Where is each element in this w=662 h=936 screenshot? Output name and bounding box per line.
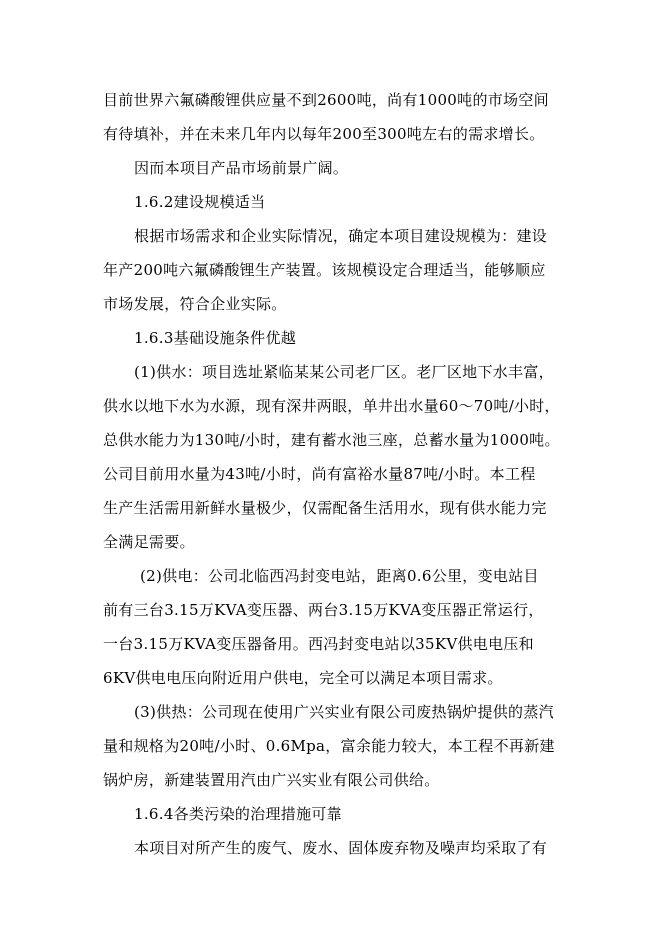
text-line: 公司目前用水量为43吨/小时，尚有富裕水量87吨/小时。本工程 [103,465,536,483]
text-line: 一台3.15万KVA变压器备用。西冯封变电站以35KV供电电压和 [103,635,534,653]
text-line: 因而本项目产品市场前景广阔。 [134,159,349,177]
text-line: 全满足需要。 [103,533,195,551]
text-line: (2)供电：公司北临西冯封变电站，距离0.6公里，变电站目 [140,567,539,585]
text-line: 本项目对所产生的废气、废水、固体废弃物及噪声均采取了有 [134,839,548,857]
text-line: (1)供水：项目选址紧临某某公司老厂区。老厂区地下水丰富， [134,363,554,381]
text-line: 总供水能力为130吨/小时，建有蓄水池三座，总蓄水量为1000吨。 [103,431,560,449]
section-heading: 1.6.4各类污染的治理措施可靠 [134,805,342,823]
text-line: 供水以地下水为水源，现有深井两眼，单井出水量60～70吨/小时， [103,397,560,415]
section-heading: 1.6.3基础设施条件优越 [134,329,297,347]
text-line: 锅炉房，新建装置用汽由广兴实业有限公司供给。 [103,771,440,789]
text-line: 生产生活需用新鲜水量极少，仅需配备生活用水，现有供水能力完 [103,499,547,517]
text-line: 根据市场需求和企业实际情况，确定本项目建设规模为：建设 [134,227,548,245]
text-line: 有待填补，并在未来几年内以每年200至300吨左右的需求增长。 [103,125,545,143]
text-line: 年产200吨六氟磷酸锂生产装置。该规模设定合理适当，能够顺应 [103,261,546,279]
text-line: 目前世界六氟磷酸锂供应量不到2600吨，尚有1000吨的市场空间 [103,91,549,109]
section-heading: 1.6.2建设规模适当 [134,193,266,211]
text-line: 6KV供电电压向附近用户供电，完全可以满足本项目需求。 [103,669,503,687]
text-line: 市场发展，符合企业实际。 [103,295,287,313]
text-line: 量和规格为20吨/小时、0.6Mpa，富余能力较大，本工程不再新建 [103,737,555,755]
text-line: 前有三台3.15万KVA变压器、两台3.15万KVA变压器正常运行， [103,601,544,619]
text-line: (3)供热：公司现在使用广兴实业有限公司废热锅炉提供的蒸汽 [134,703,554,721]
